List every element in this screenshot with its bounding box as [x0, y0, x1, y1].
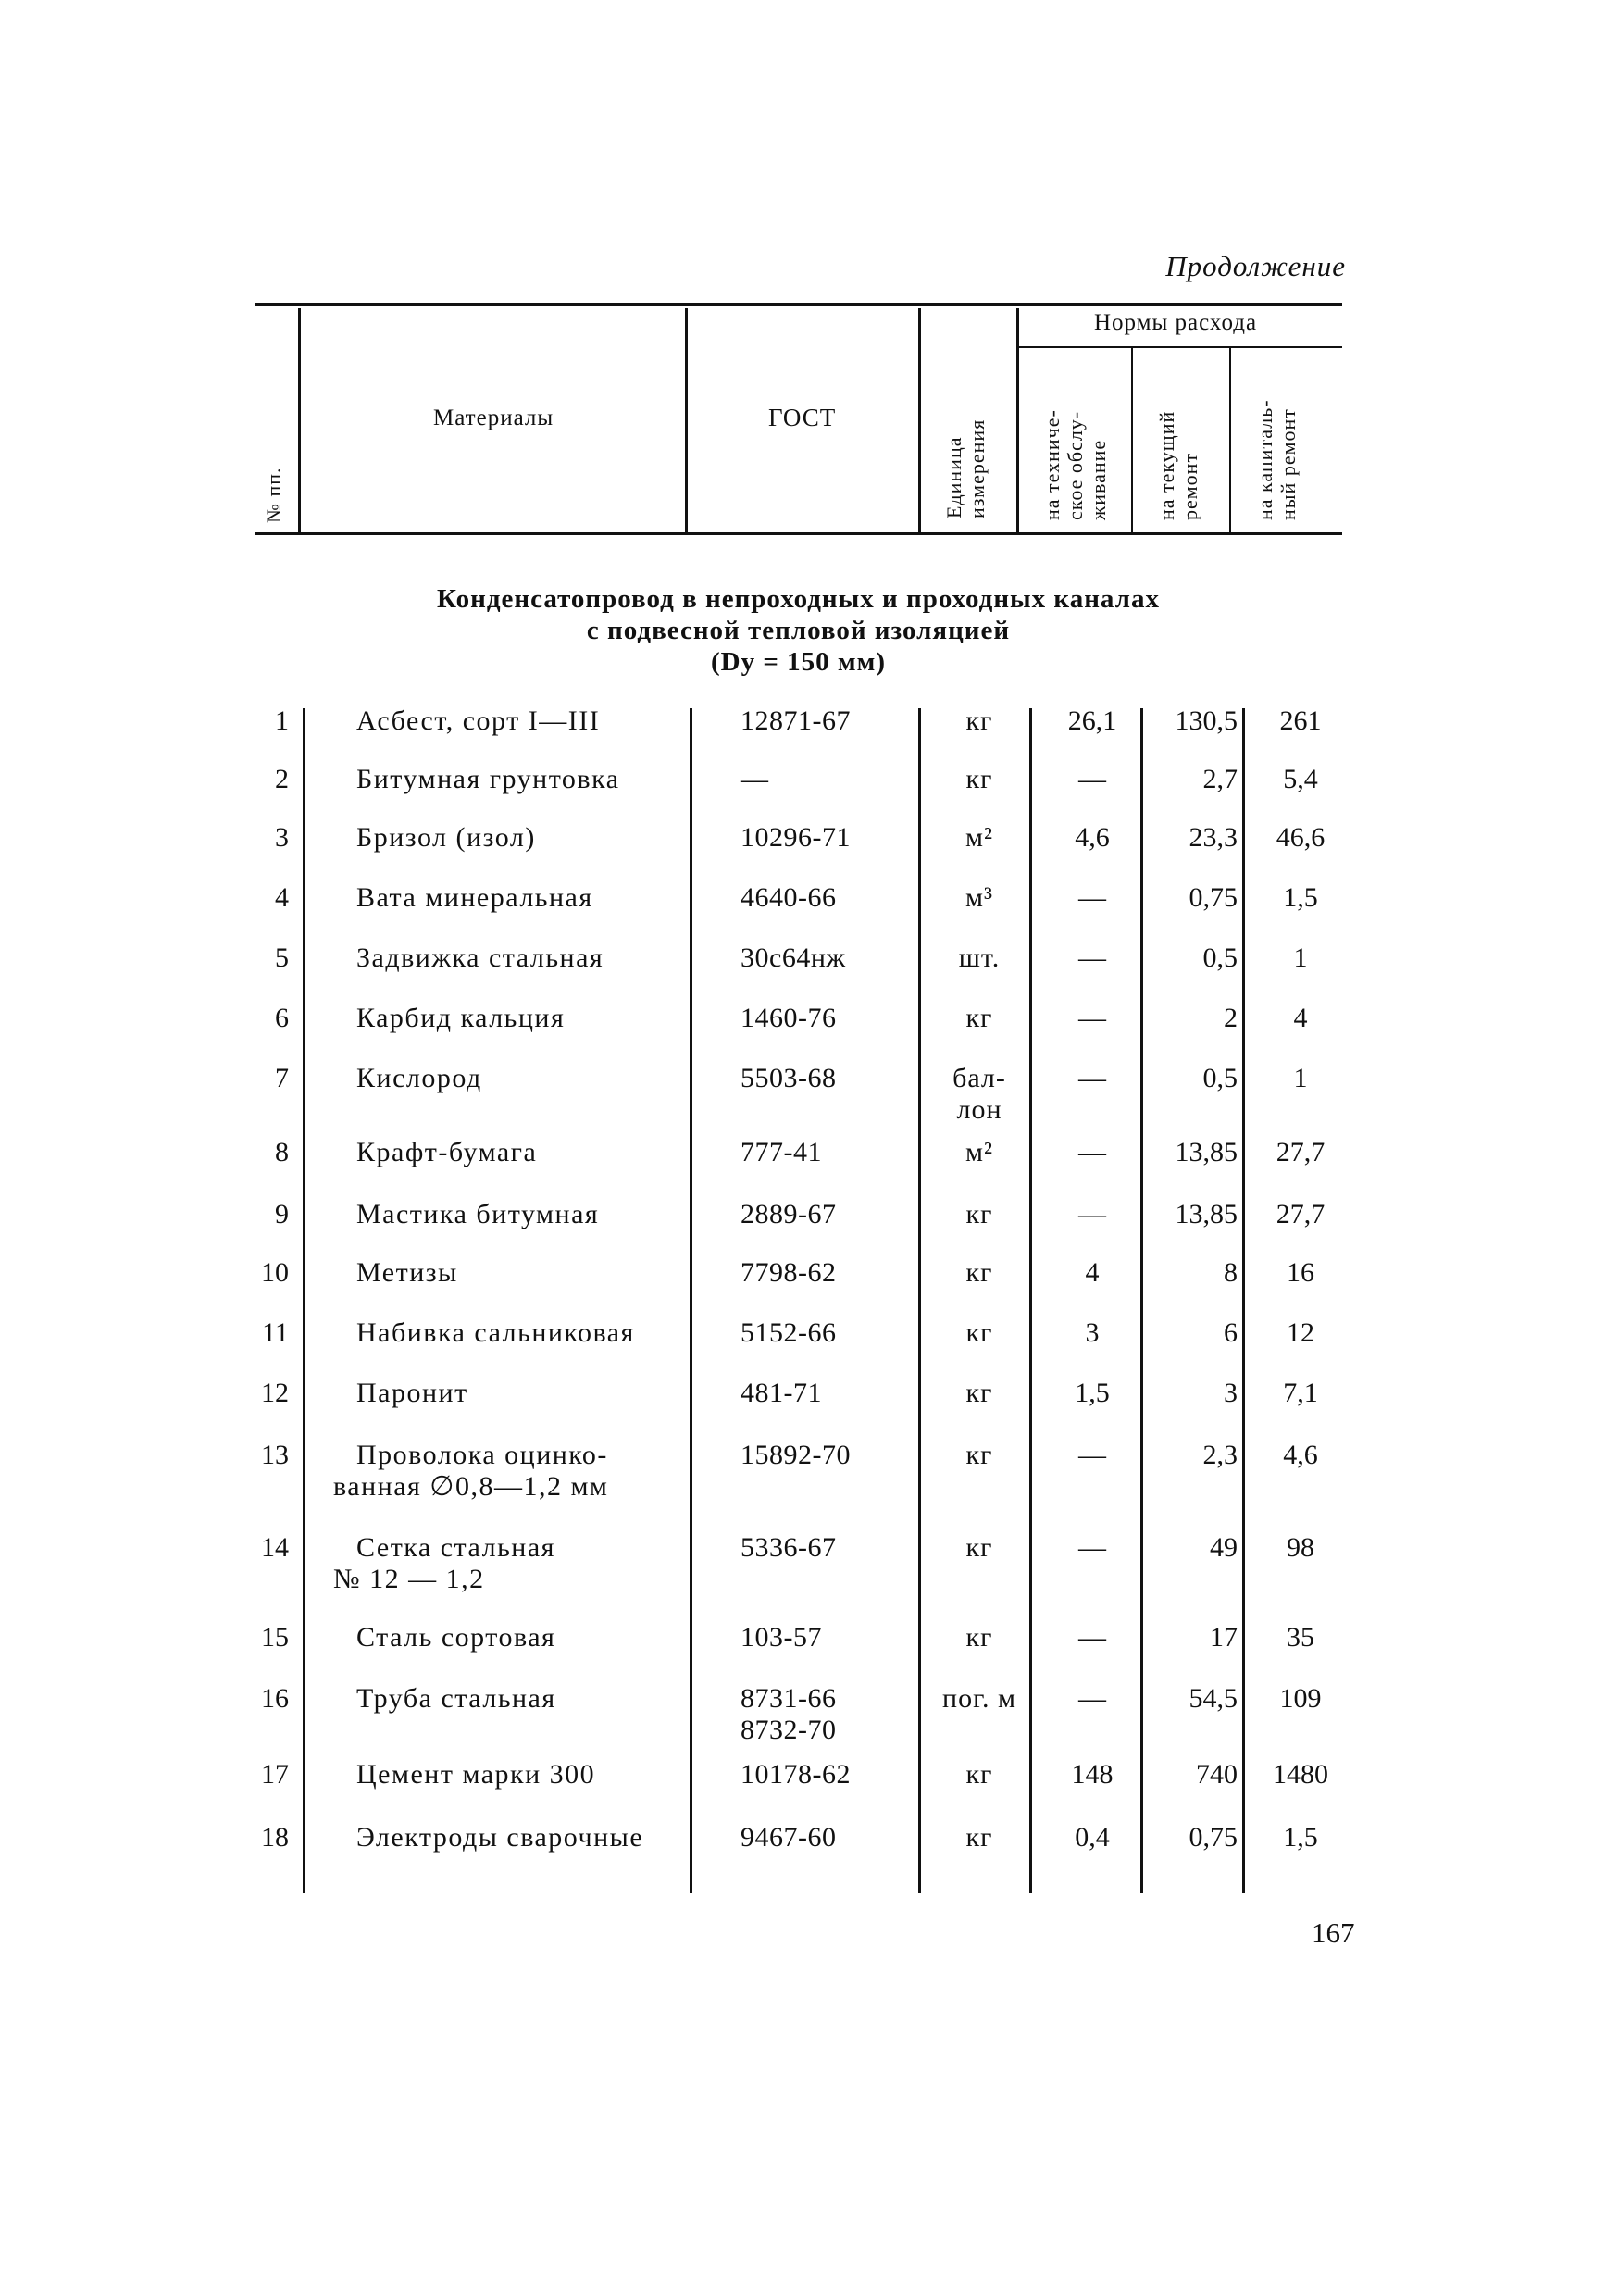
table-row [0, 1378, 1618, 1433]
norm-maintenance-value: 26,1 [1067, 705, 1117, 736]
norm-capital-value: 261 [1279, 705, 1322, 736]
norm-current-value: 0,75 [1189, 882, 1238, 913]
header-divider [685, 308, 688, 532]
table-row [0, 822, 1618, 878]
table-row [0, 942, 1618, 998]
norm-maintenance-value: — [1078, 1622, 1106, 1653]
gost-code: 481-71 [741, 1378, 822, 1408]
material-name: Вата минеральная [356, 882, 593, 913]
norm-current-value: 2,7 [1202, 764, 1238, 794]
row-number: 10 [261, 1257, 289, 1288]
row-number: 9 [275, 1199, 289, 1229]
unit-of-measure: кг [965, 1378, 993, 1408]
header-unit: Единица измерения [942, 418, 989, 518]
table-row [0, 1532, 1618, 1594]
header-materials: Материалы [433, 406, 554, 430]
material-name: Сталь сортовая [356, 1622, 556, 1653]
unit-of-measure: кг [965, 1759, 993, 1790]
table-row [0, 1759, 1618, 1815]
norm-capital-value: 109 [1279, 1683, 1322, 1714]
table-row [0, 1440, 1618, 1502]
material-name: Крафт-бумага [356, 1137, 538, 1167]
table-row [0, 764, 1618, 819]
norm-maintenance-value: 148 [1071, 1759, 1114, 1790]
material-name: Карбид кальция [356, 1003, 566, 1033]
row-number: 13 [261, 1440, 289, 1470]
table-row [0, 1137, 1618, 1192]
header-divider [1229, 348, 1231, 532]
table-row [0, 1622, 1618, 1678]
row-number: 7 [275, 1063, 289, 1093]
material-name: Асбест, сорт I—III [356, 705, 601, 736]
table-row [0, 705, 1618, 761]
row-number: 8 [275, 1137, 289, 1167]
material-name: Сетка стальная № 12 — 1,2 [333, 1532, 555, 1594]
unit-of-measure: шт. [958, 942, 1001, 973]
gost-code: 2889-67 [741, 1199, 837, 1229]
norm-capital-value: 1,5 [1283, 1822, 1318, 1853]
unit-of-measure: кг [965, 1199, 993, 1229]
gost-code: 1460-76 [741, 1003, 837, 1033]
norm-current-value: 2,3 [1202, 1440, 1238, 1470]
norm-current-value: 2 [1224, 1003, 1238, 1033]
unit-of-measure: кг [965, 1822, 993, 1853]
norm-capital-value: 35 [1287, 1622, 1314, 1653]
header-norm-current: на текущий ремонт [1155, 410, 1201, 520]
unit-of-measure: м² [965, 1137, 993, 1167]
gost-code: 777-41 [741, 1137, 822, 1167]
unit-of-measure: пог. м [942, 1683, 1016, 1714]
unit-of-measure: м³ [965, 882, 993, 913]
table-row [0, 1063, 1618, 1125]
header-top-rule [255, 303, 1342, 306]
row-number: 14 [261, 1532, 289, 1563]
header-gost: ГОСТ [768, 404, 837, 431]
header-divider [298, 308, 301, 532]
table-row [0, 882, 1618, 938]
page-number: 167 [1312, 1916, 1355, 1949]
norm-maintenance-value: — [1078, 882, 1106, 913]
norm-current-value: 0,75 [1189, 1822, 1238, 1853]
row-number: 17 [261, 1759, 289, 1790]
norm-capital-value: 4,6 [1283, 1440, 1318, 1470]
norm-capital-value: 1 [1293, 942, 1308, 973]
gost-code: 8731-66 8732-70 [741, 1683, 837, 1745]
table-row [0, 1822, 1618, 1878]
gost-code: — [741, 764, 769, 794]
header-bottom-rule [255, 532, 1342, 535]
norm-maintenance-value: 3 [1085, 1317, 1100, 1348]
norm-current-value: 0,5 [1202, 1063, 1238, 1093]
norm-capital-value: 27,7 [1276, 1137, 1326, 1167]
row-number: 16 [261, 1683, 289, 1714]
norm-capital-value: 27,7 [1276, 1199, 1326, 1229]
norms-subheader-rule [1018, 346, 1342, 348]
row-number: 5 [275, 942, 289, 973]
continuation-label: Продолжение [1165, 250, 1346, 282]
norm-maintenance-value: — [1078, 1137, 1106, 1167]
unit-of-measure: кг [965, 1003, 993, 1033]
norm-maintenance-value: 4 [1085, 1257, 1100, 1288]
norm-capital-value: 5,4 [1283, 764, 1318, 794]
norm-current-value: 8 [1224, 1257, 1238, 1288]
row-number: 2 [275, 764, 289, 794]
norm-maintenance-value: — [1078, 1683, 1106, 1714]
norm-maintenance-value: — [1078, 1003, 1106, 1033]
table-row [0, 1003, 1618, 1058]
row-number: 15 [261, 1622, 289, 1653]
norm-maintenance-value: — [1078, 1063, 1106, 1093]
material-name: Кислород [356, 1063, 482, 1093]
norm-maintenance-value: — [1078, 1199, 1106, 1229]
norm-maintenance-value: — [1078, 764, 1106, 794]
gost-code: 10178-62 [741, 1759, 851, 1790]
material-name: Набивка сальниковая [356, 1317, 635, 1348]
section-title [231, 583, 1365, 678]
row-number: 6 [275, 1003, 289, 1033]
section-title-line: (Dу = 150 мм) [710, 647, 887, 677]
row-number: 12 [261, 1378, 289, 1408]
norm-current-value: 740 [1196, 1759, 1238, 1790]
norm-capital-value: 4 [1293, 1003, 1308, 1033]
unit-of-measure: кг [965, 1622, 993, 1653]
unit-of-measure: бал- лон [952, 1063, 1006, 1125]
unit-of-measure: кг [965, 1257, 993, 1288]
norm-maintenance-value: 4,6 [1075, 822, 1110, 853]
gost-code: 12871-67 [741, 705, 851, 736]
material-name: Метизы [356, 1257, 458, 1288]
norm-maintenance-value: — [1078, 1532, 1106, 1563]
table-row [0, 1317, 1618, 1373]
norm-maintenance-value: — [1078, 942, 1106, 973]
gost-code: 9467-60 [741, 1822, 837, 1853]
gost-code: 5336-67 [741, 1532, 837, 1563]
material-name: Бризол (изол) [356, 822, 536, 853]
material-name: Мастика битумная [356, 1199, 600, 1229]
gost-code: 103-57 [741, 1622, 822, 1653]
norm-capital-value: 1,5 [1283, 882, 1318, 913]
header-divider [1016, 308, 1019, 532]
unit-of-measure: кг [965, 1532, 993, 1563]
material-name: Паронит [356, 1378, 468, 1408]
norm-capital-value: 46,6 [1276, 822, 1326, 853]
table-row [0, 1683, 1618, 1745]
section-title-line: с подвесной тепловой изоляцией [586, 616, 1011, 645]
material-name: Проволока оцинко- ванная ∅0,8—1,2 мм [333, 1440, 609, 1502]
material-name: Электроды сварочные [356, 1822, 644, 1853]
material-name: Задвижка стальная [356, 942, 604, 973]
unit-of-measure: кг [965, 1317, 993, 1348]
header-divider [1131, 348, 1133, 532]
table-row [0, 1199, 1618, 1254]
norm-current-value: 17 [1210, 1622, 1238, 1653]
norm-maintenance-value: 0,4 [1075, 1822, 1110, 1853]
unit-of-measure: м² [965, 822, 993, 853]
gost-code: 15892-70 [741, 1440, 851, 1470]
unit-of-measure: кг [965, 764, 993, 794]
norm-current-value: 3 [1224, 1378, 1238, 1408]
header-norm-capital: на капиталь- ный ремонт [1253, 399, 1300, 520]
norm-capital-value: 16 [1287, 1257, 1314, 1288]
norm-capital-value: 12 [1287, 1317, 1314, 1348]
header-norm-maintenance: на техниче- ское обслу- живание [1040, 409, 1110, 520]
norm-current-value: 13,85 [1175, 1199, 1238, 1229]
norm-current-value: 13,85 [1175, 1137, 1238, 1167]
row-number: 18 [261, 1822, 289, 1853]
norm-capital-value: 1480 [1273, 1759, 1328, 1790]
row-number: 4 [275, 882, 289, 913]
norm-current-value: 0,5 [1202, 942, 1238, 973]
material-name: Битумная грунтовка [356, 764, 620, 794]
unit-of-measure: кг [965, 705, 993, 736]
norm-capital-value: 98 [1287, 1532, 1314, 1563]
norm-current-value: 6 [1224, 1317, 1238, 1348]
material-name: Цемент марки 300 [356, 1759, 596, 1790]
norm-current-value: 54,5 [1189, 1683, 1238, 1714]
material-name: Труба стальная [356, 1683, 556, 1714]
table-row [0, 1257, 1618, 1313]
row-number: 1 [275, 705, 289, 736]
header-divider [918, 308, 921, 532]
section-title-line: Конденсатопровод в непроходных и проходных каналах [437, 584, 1160, 614]
gost-code: 4640-66 [741, 882, 837, 913]
unit-of-measure: кг [965, 1440, 993, 1470]
norm-current-value: 130,5 [1175, 705, 1238, 736]
gost-code: 5503-68 [741, 1063, 837, 1093]
norm-maintenance-value: — [1078, 1440, 1106, 1470]
norm-current-value: 49 [1210, 1532, 1238, 1563]
norm-current-value: 23,3 [1189, 822, 1238, 853]
row-number: 3 [275, 822, 289, 853]
header-norms: Нормы расхода [1094, 310, 1258, 335]
gost-code: 30с64нж [741, 942, 846, 973]
gost-code: 10296-71 [741, 822, 851, 853]
row-number: 11 [262, 1317, 289, 1348]
norm-maintenance-value: 1,5 [1075, 1378, 1110, 1408]
gost-code: 5152-66 [741, 1317, 837, 1348]
norm-capital-value: 1 [1293, 1063, 1308, 1093]
norm-capital-value: 7,1 [1283, 1378, 1318, 1408]
header-num: № пп. [262, 467, 285, 523]
gost-code: 7798-62 [741, 1257, 837, 1288]
